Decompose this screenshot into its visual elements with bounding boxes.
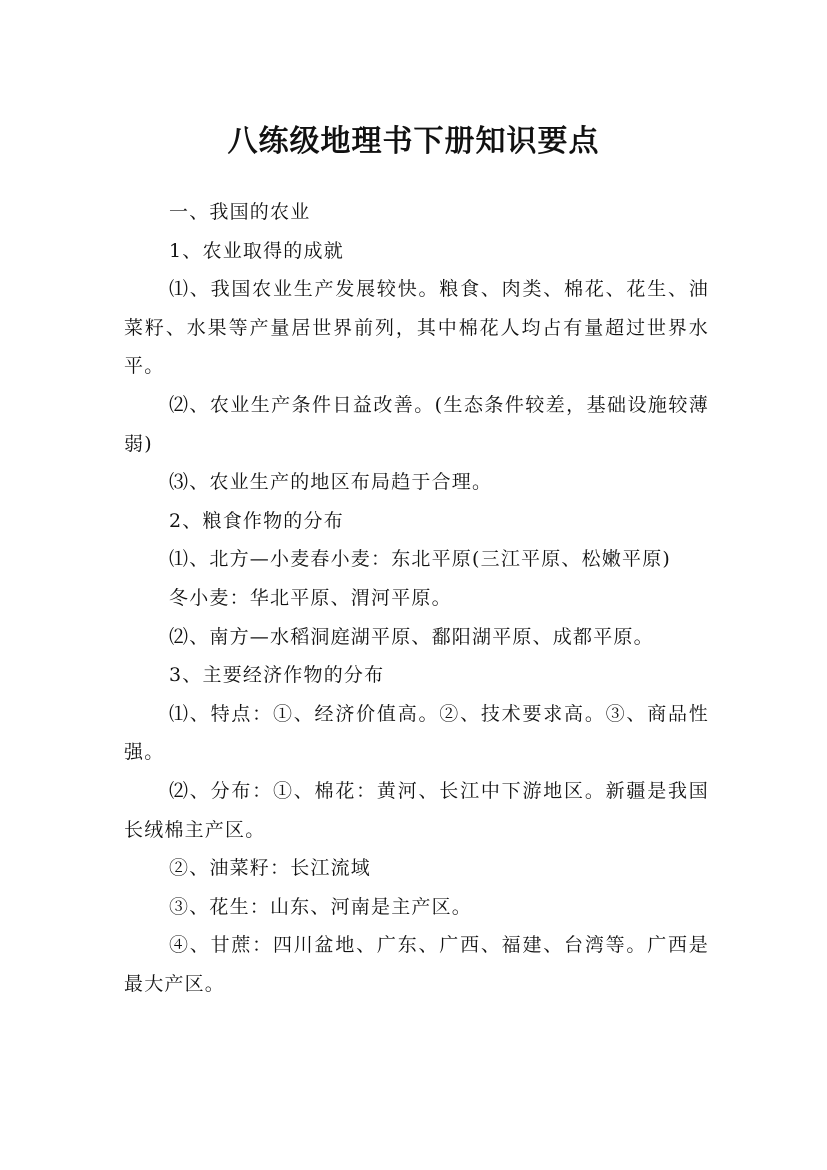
paragraph: ⑶、农业生产的地区布局趋于合理。 <box>169 471 493 494</box>
paragraph: ⑵、南方—水稻洞庭湖平原、鄱阳湖平原、成都平原。 <box>169 625 654 648</box>
paragraph: ②、油菜籽：长江流域 <box>169 857 372 880</box>
paragraph: ③、花生：山东、河南是主产区。 <box>169 895 473 918</box>
paragraph: 冬小麦：华北平原、渭河平原。 <box>169 586 452 609</box>
paragraph: ⑵、分布：①、棉花：黄河、长江中下游地区。新疆是我国长绒棉主产区。 <box>124 779 709 841</box>
paragraph: ⑵、农业生产条件日益改善。(生态条件较差，基础设施较薄弱) <box>124 393 709 455</box>
paragraph: ④、甘蔗：四川盆地、广东、广西、福建、台湾等。广西是最大产区。 <box>124 934 709 995</box>
paragraph: 3、主要经济作物的分布 <box>169 664 385 687</box>
paragraph: 1、农业取得的成就 <box>169 239 344 262</box>
paragraph: ⑴、我国农业生产发展较快。粮食、肉类、棉花、花生、油菜籽、水果等产量居世界前列，其中棉花人均占有量超过世界水平。 <box>124 278 709 378</box>
document-title: 八练级地理书下册知识要点 <box>227 124 600 160</box>
paragraph: 2、粮食作物的分布 <box>169 509 344 532</box>
paragraph: ⑴、特点：①、经济价值高。②、技术要求高。③、商品性强。 <box>124 702 709 764</box>
paragraph: 一、我国的农业 <box>169 201 311 223</box>
document-body <box>124 193 709 1003</box>
paragraph: ⑴、北方—小麦春小麦：东北平原(三江平原、松嫩平原) <box>169 548 672 571</box>
